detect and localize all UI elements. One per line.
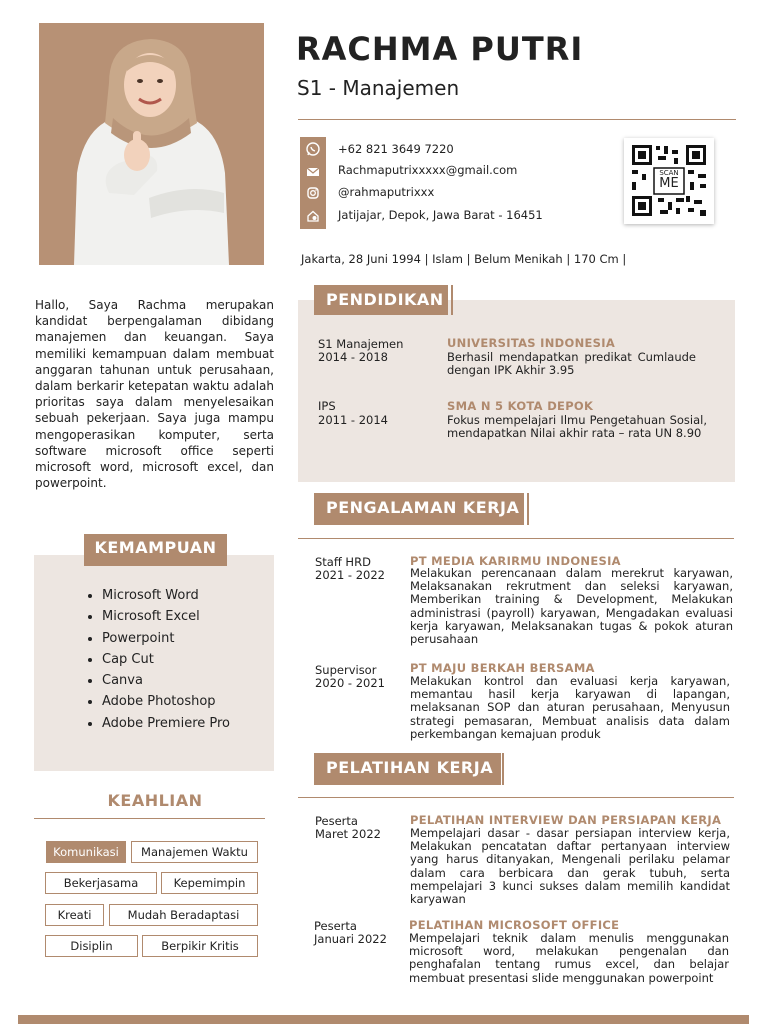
education-desc: Fokus mempelajari Ilmu Pengetahuan Sosial, mendapatkan Nilai akhir rata – rata UN 8.90 xyxy=(447,413,707,441)
skills-title: KEMAMPUAN xyxy=(84,534,227,566)
training-role: Peserta xyxy=(315,814,358,828)
whatsapp-icon xyxy=(305,141,321,157)
email-icon xyxy=(305,164,321,180)
divider xyxy=(298,797,734,798)
list-item: • Microsoft Word xyxy=(102,585,230,606)
education-title: PENDIDIKAN xyxy=(314,285,448,315)
job-desc: Melakukan kontrol dan evaluasi kerja karyawan, memantau hasil kerja karyawan di lapangan, melaksanan SOP dan aturan perusahaan, Menyusun strategi pemasaran, Membuat analisis data dalam perkembangan kemajuan produk xyxy=(410,674,730,741)
experience-title: PENGALAMAN KERJA xyxy=(314,493,524,525)
person-illustration xyxy=(39,23,264,265)
training-role: Peserta xyxy=(314,919,357,933)
instagram-text: @rahmaputrixxx xyxy=(338,185,435,199)
skill-chip: Bekerjasama xyxy=(45,872,157,894)
title-accent xyxy=(502,753,504,785)
title-accent xyxy=(527,493,529,525)
divider xyxy=(298,119,736,120)
company-name: PT MEDIA KARIRMU INDONESIA xyxy=(410,554,621,568)
school-name: UNIVERSITAS INDONESIA xyxy=(447,336,616,350)
training-title: PELATIHAN KERJA xyxy=(314,753,501,785)
education-level: IPS xyxy=(318,399,336,413)
list-item: • Adobe Premiere Pro xyxy=(102,713,230,734)
education-level: S1 Manajemen xyxy=(318,337,404,351)
training-name: PELATIHAN INTERVIEW DAN PERSIAPAN KERJA xyxy=(410,813,722,827)
training-desc: Mempelajari dasar - dasar persiapan interview kerja, Melakukan pencatatan daftar pertanyaan interview yang harus ditanyakan, Mengenali perilaku pelamar dalam cara berbicara dan gerak tubuh, serta mempelajari 3 kunci sukses dalam memilih kandidat karyawan xyxy=(410,826,730,907)
school-name: SMA N 5 KOTA DEPOK xyxy=(447,399,594,413)
list-item: • Adobe Photoshop xyxy=(102,691,230,712)
list-item: • Cap Cut xyxy=(102,649,230,670)
address-text: Jatijajar, Depok, Jawa Barat - 16451 xyxy=(338,208,543,222)
education-desc: Berhasil mendapatkan predikat Cumlaude dengan IPK Akhir 3.95 xyxy=(447,350,696,378)
training-date: Januari 2022 xyxy=(314,932,387,946)
job-role: Supervisor xyxy=(315,663,377,677)
title-accent xyxy=(451,285,453,315)
skills-list xyxy=(80,585,230,734)
skill-chip: Manajemen Waktu xyxy=(131,841,258,863)
instagram-icon xyxy=(305,185,321,201)
education-years: 2011 - 2014 xyxy=(318,413,388,427)
name-heading: RACHMA PUTRI xyxy=(296,30,584,68)
list-item: • Microsoft Excel xyxy=(102,606,230,627)
job-role: Staff HRD xyxy=(315,555,371,569)
profile-photo xyxy=(39,23,264,265)
education-years: 2014 - 2018 xyxy=(318,350,388,364)
qr-label-bottom: ME xyxy=(659,176,679,191)
skill-chip: Berpikir Kritis xyxy=(142,935,258,957)
skill-chip: Kreati xyxy=(45,904,104,926)
company-name: PT MAJU BERKAH BERSAMA xyxy=(410,661,595,675)
degree-subtitle: S1 - Manajemen xyxy=(297,76,460,100)
about-text: Hallo, Saya Rachma merupakan kandidat berpengalaman dibidang manajemen dan keuangan. Saya memiliki kemampuan dalam membuat anggaran tahunan untuk perusahaan, dalam berkarir ketepatan waktu adalah prioritas saya dalam menyelesaikan sebuah pekerjaan. Saya juga mampu mengoperasikan komputer, serta software microsoft office seperti microsoft word, microsoft excel, dan powerpoint. xyxy=(35,298,274,491)
training-name: PELATIHAN MICROSOFT OFFICE xyxy=(409,918,620,932)
job-desc: Melakukan perencanaan dalam merekrut karyawan, Melaksanakan rekrutment dan seleksi karyawan, Memberikan training & Development, Melakukan administrasi (payroll) karyawan, Mengadakan evaluasi kerja karyawan, Melaksanakan tugas & pokok aturan perusahaan xyxy=(410,566,733,647)
job-years: 2021 - 2022 xyxy=(315,568,385,582)
email-text: Rachmaputrixxxxx@gmail.com xyxy=(338,163,518,177)
home-location-icon xyxy=(305,208,321,224)
skill-chip: Disiplin xyxy=(45,935,138,957)
education-panel xyxy=(298,300,735,482)
phone-text: +62 821 3649 7220 xyxy=(338,142,454,156)
qr-code xyxy=(624,138,714,224)
keahlian-title: KEAHLIAN xyxy=(107,791,203,810)
bio-line: Jakarta, 28 Juni 1994 | Islam | Belum Menikah | 170 Cm | xyxy=(301,252,627,266)
skill-chip: Kepemimpin xyxy=(161,872,258,894)
job-years: 2020 - 2021 xyxy=(315,676,385,690)
qr-label-top: SCAN xyxy=(659,169,679,177)
footer-bar xyxy=(18,1015,749,1024)
training-date: Maret 2022 xyxy=(315,827,381,841)
list-item: • Powerpoint xyxy=(102,628,230,649)
skill-chip: Mudah Beradaptasi xyxy=(109,904,258,926)
skill-chip: Komunikasi xyxy=(46,841,126,863)
list-item: • Canva xyxy=(102,670,230,691)
divider xyxy=(298,538,734,539)
training-desc: Mempelajari teknik dalam menulis menggunakan microsoft word, melakukan pengenalan dan penghafalan tentang rumus excel, dan belajar membuat presentasi slide menggunakan powerpoint xyxy=(409,931,729,985)
divider xyxy=(34,818,265,819)
